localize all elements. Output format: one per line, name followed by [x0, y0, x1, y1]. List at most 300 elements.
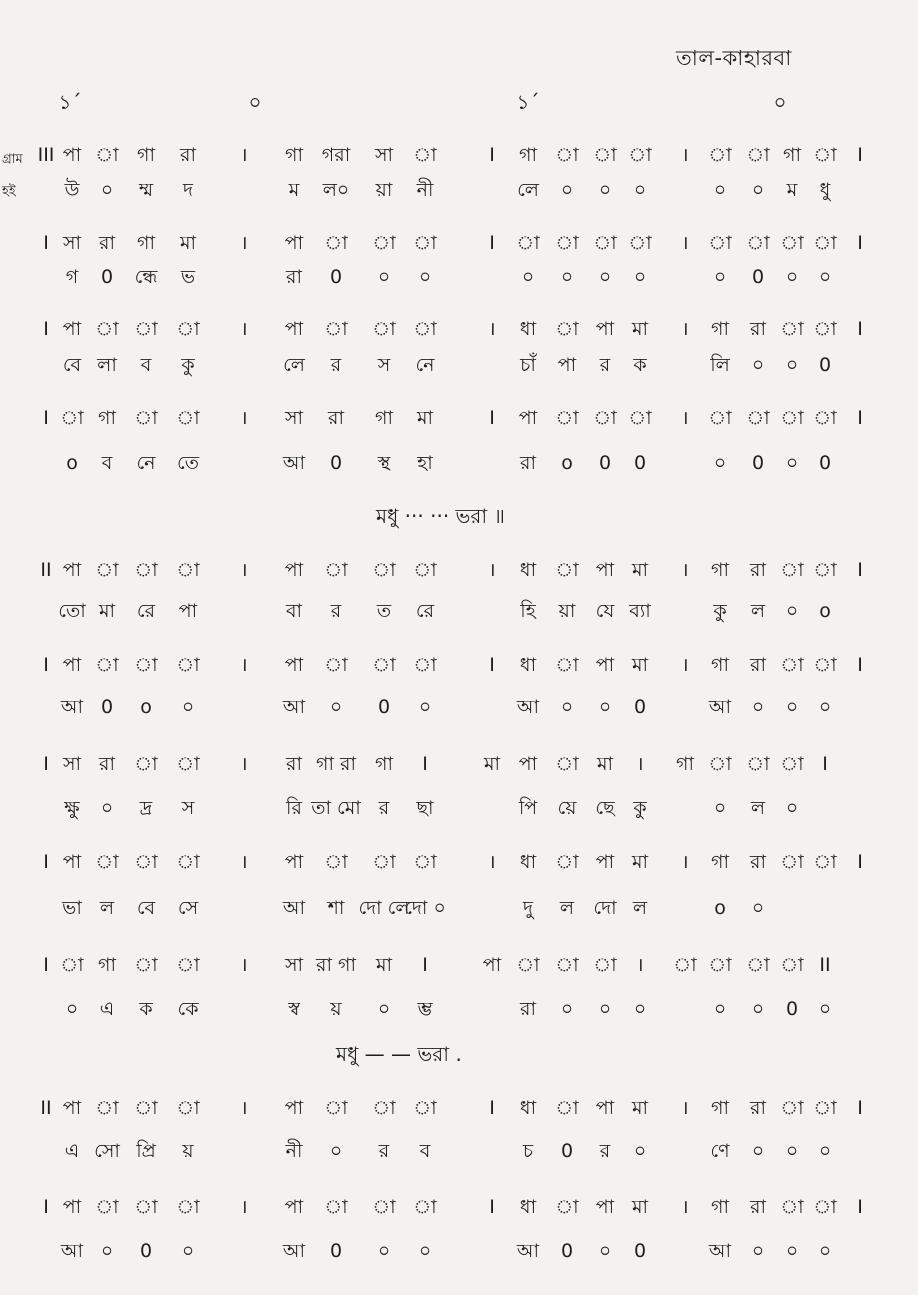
swara-cell: মা — [631, 654, 649, 676]
swara-cell: া — [780, 1196, 804, 1218]
lyric-syllable: ধু — [819, 179, 831, 201]
swara-cell: ধা — [519, 559, 537, 581]
swara-cell: । — [240, 954, 248, 976]
swara-cell: I — [857, 232, 863, 254]
swara-cell: মা — [375, 954, 393, 976]
beat-mark: ০ — [773, 90, 787, 114]
swara-cell: পা — [62, 144, 82, 166]
lyric-syllable: 0 — [329, 1240, 343, 1262]
swara-cell: া — [813, 851, 837, 873]
lyric-row — [0, 175, 918, 209]
lyric-syllable: রে — [415, 600, 435, 622]
swara-cell: সা — [284, 407, 304, 429]
swara-cell: । — [681, 1097, 689, 1119]
lyric-syllable: ০ — [785, 797, 799, 819]
swara-cell: I — [489, 654, 495, 676]
lyric-syllable: মা — [98, 600, 116, 622]
swara-cell: া — [413, 144, 437, 166]
lyric-syllable: সে — [177, 897, 199, 919]
swara-cell: া — [555, 851, 579, 873]
swara-cell: া — [813, 1196, 837, 1218]
swara-cell: I — [857, 1196, 863, 1218]
lyric-syllable: ০ — [418, 266, 432, 288]
swara-cell: া — [324, 1097, 348, 1119]
lyric-syllable: 0 — [329, 266, 343, 288]
lyric-syllable: ০ — [713, 797, 727, 819]
lyric-syllable: রে — [136, 600, 156, 622]
lyric-syllable: নী — [416, 179, 434, 201]
swara-cell: পা — [284, 654, 304, 676]
swara-cell: া — [95, 1097, 119, 1119]
swara-cell: I — [422, 753, 428, 775]
swara-cell: I — [822, 753, 828, 775]
swara-cell: । — [240, 654, 248, 676]
swara-cell: । — [681, 1196, 689, 1218]
swara-cell: া — [176, 407, 200, 429]
beat-marks — [0, 88, 918, 118]
lyric-row — [0, 1236, 918, 1270]
swara-cell: পা — [284, 318, 304, 340]
swara-cell: । — [240, 559, 248, 581]
swara-cell: । — [681, 318, 689, 340]
swara-cell: । — [240, 851, 248, 873]
swara-cell: । — [681, 407, 689, 429]
swara-cell: া — [176, 1097, 200, 1119]
lyric-syllable: শা — [327, 897, 345, 919]
swara-cell: া — [746, 144, 770, 166]
swara-cell: া — [413, 654, 437, 676]
swara-cell: পা — [284, 851, 304, 873]
lyric-syllable: ভ — [180, 266, 196, 288]
swara-cell: I — [489, 1196, 495, 1218]
swara-cell: া — [780, 559, 804, 581]
swara-cell: পা — [595, 559, 615, 581]
swara-cell: I — [857, 407, 863, 429]
swara-cell: রা — [99, 753, 115, 775]
lyric-syllable: ০ — [560, 696, 574, 718]
section-heading: মধু ··· ··· ভরা ॥ — [376, 504, 505, 528]
swara-cell: া — [176, 1196, 200, 1218]
lyric-syllable: এ — [99, 998, 115, 1020]
swara-cell: পা — [62, 654, 82, 676]
lyric-row — [0, 893, 918, 927]
lyric-syllable: আ — [282, 452, 306, 474]
swara-row — [0, 228, 918, 262]
lyric-syllable: ল — [99, 897, 115, 919]
lyric-syllable: ০ — [713, 179, 727, 201]
swara-cell: া — [555, 654, 579, 676]
swara-cell: া — [780, 851, 804, 873]
lyric-syllable: ০ — [818, 1240, 832, 1262]
lyric-syllable: ০ — [377, 1240, 391, 1262]
swara-cell: ধা — [519, 318, 537, 340]
lyric-syllable: 0 — [751, 266, 765, 288]
lyric-syllable: লে — [283, 354, 305, 376]
swara-cell: া — [516, 232, 540, 254]
swara-cell: া — [134, 954, 158, 976]
swara-cell: ধা — [519, 654, 537, 676]
lyric-syllable: 0 — [560, 1140, 574, 1162]
lyric-syllable: ০ — [100, 1240, 114, 1262]
swara-cell: া — [134, 407, 158, 429]
lyric-syllable: ব — [101, 452, 113, 474]
lyric-syllable: ত — [376, 600, 392, 622]
swara-cell: া — [780, 318, 804, 340]
swara-cell: I — [857, 144, 863, 166]
swara-cell: া — [372, 318, 396, 340]
swara-cell: গরা — [321, 144, 351, 166]
lyric-syllable: সো — [94, 1140, 120, 1162]
swara-cell: । — [636, 753, 644, 775]
lyric-syllable: র — [378, 1140, 390, 1162]
lyric-syllable: রি — [286, 797, 302, 819]
swara-cell: I — [43, 318, 49, 340]
swara-cell: া — [95, 144, 119, 166]
lyric-syllable: তা মো — [311, 797, 361, 819]
swara-cell: পা — [595, 318, 615, 340]
lyric-syllable: ০ — [181, 1240, 195, 1262]
swara-cell: া — [780, 407, 804, 429]
swara-cell: I — [489, 407, 495, 429]
lyric-syllable: ০ — [100, 179, 114, 201]
swara-cell: া — [555, 753, 579, 775]
lyric-syllable: 0 — [598, 452, 612, 474]
lyric-syllable: তো — [58, 600, 86, 622]
swara-cell: া — [324, 559, 348, 581]
swara-cell: পা — [284, 1196, 304, 1218]
lyric-syllable: ছে — [595, 797, 615, 819]
swara-cell: মা — [483, 753, 501, 775]
swara-cell: া — [372, 654, 396, 676]
swara-cell: া — [516, 954, 540, 976]
lyric-syllable: ভা — [62, 897, 82, 919]
swara-cell: পা — [284, 232, 304, 254]
lyric-syllable: ০ — [633, 1140, 647, 1162]
swara-row — [0, 555, 918, 589]
lyric-syllable: স — [377, 354, 391, 376]
swara-cell: া — [176, 559, 200, 581]
swara-cell: া — [324, 318, 348, 340]
swara-cell: গা — [375, 753, 393, 775]
swara-cell: ধা — [519, 1097, 537, 1119]
lyric-row — [0, 350, 918, 384]
lyric-syllable: কু — [713, 600, 727, 622]
swara-cell: া — [813, 318, 837, 340]
lyric-syllable: কু — [633, 797, 647, 819]
lyric-syllable: ০ — [751, 998, 765, 1020]
lyric-row — [0, 994, 918, 1028]
lyric-syllable: ণে — [710, 1140, 730, 1162]
swara-cell: া — [813, 559, 837, 581]
lyric-syllable: নী — [285, 1140, 303, 1162]
swara-cell: া — [134, 851, 158, 873]
lyric-syllable: ০ — [785, 1140, 799, 1162]
lyric-syllable: পা — [178, 600, 198, 622]
swara-cell: া — [593, 144, 617, 166]
swara-cell: । — [488, 559, 496, 581]
swara-cell: া — [813, 144, 837, 166]
lyric-syllable: ব — [419, 1140, 431, 1162]
lyric-syllable: 0 — [377, 696, 391, 718]
swara-cell: মা — [631, 1097, 649, 1119]
swara-cell: রা — [286, 753, 302, 775]
swara-cell: I — [43, 954, 49, 976]
lyric-syllable: আ — [282, 696, 306, 718]
swara-cell: I — [857, 1097, 863, 1119]
swara-cell: া — [134, 559, 158, 581]
swara-cell: া — [134, 753, 158, 775]
lyric-row — [0, 262, 918, 296]
swara-cell: া — [413, 318, 437, 340]
swara-cell: I — [43, 851, 49, 873]
lyric-syllable: 0 — [818, 354, 832, 376]
lyric-syllable: ল — [750, 797, 766, 819]
swara-cell: রা — [750, 559, 766, 581]
swara-cell: া — [593, 407, 617, 429]
lyric-syllable: চ — [522, 1140, 534, 1162]
swara-cell: া — [746, 407, 770, 429]
swara-row — [0, 140, 918, 174]
swara-cell: া — [176, 851, 200, 873]
swara-cell: া — [593, 954, 617, 976]
lyric-syllable: ০ — [598, 696, 612, 718]
swara-cell: া — [813, 654, 837, 676]
lyric-syllable: দো ০ — [404, 897, 446, 919]
lyric-syllable: ক্ষু — [64, 797, 80, 819]
swara-row — [0, 950, 918, 984]
lyric-syllable: ০ — [751, 1140, 765, 1162]
swara-cell: সা — [284, 954, 304, 976]
lyric-syllable: ০ — [785, 696, 799, 718]
lyric-syllable: য়া — [558, 600, 576, 622]
lyric-syllable: পা — [557, 354, 577, 376]
lyric-syllable: ০ — [329, 1140, 343, 1162]
lyric-syllable: ক — [139, 998, 153, 1020]
lyric-syllable: 0 — [818, 452, 832, 474]
lyric-syllable: ০ — [818, 696, 832, 718]
swara-cell: া — [555, 407, 579, 429]
swara-cell: পা — [62, 559, 82, 581]
swara-cell: া — [372, 232, 396, 254]
swara-cell: া — [372, 559, 396, 581]
lyric-syllable: ০ — [560, 179, 574, 201]
lyric-syllable: কু — [181, 354, 195, 376]
swara-cell: I — [857, 318, 863, 340]
swara-cell: পা — [595, 1097, 615, 1119]
swara-row — [0, 314, 918, 348]
lyric-syllable: আ — [282, 897, 306, 919]
swara-cell: সা — [62, 232, 82, 254]
lyric-syllable: রা — [286, 266, 302, 288]
side-note: হই — [2, 184, 16, 199]
swara-cell: পা — [595, 1196, 615, 1218]
swara-cell: I — [43, 753, 49, 775]
lyric-syllable: ০ — [713, 998, 727, 1020]
lyric-syllable: ০ — [560, 998, 574, 1020]
swara-cell: া — [176, 954, 200, 976]
swara-cell: া — [134, 1097, 158, 1119]
swara-row — [0, 650, 918, 684]
swara-cell: I — [489, 144, 495, 166]
swara-cell: পা — [595, 851, 615, 873]
swara-cell: I — [489, 1097, 495, 1119]
lyric-syllable: ছা — [416, 797, 434, 819]
swara-cell: া — [176, 753, 200, 775]
lyric-syllable: স — [181, 797, 195, 819]
swara-cell: া — [413, 1196, 437, 1218]
swara-cell: গা — [783, 144, 801, 166]
swara-cell: গা — [711, 559, 729, 581]
swara-cell: া — [372, 851, 396, 873]
swara-cell: গা — [711, 1196, 729, 1218]
lyric-syllable: র — [330, 600, 342, 622]
lyric-syllable: দো — [593, 897, 617, 919]
swara-cell: া — [555, 144, 579, 166]
lyric-syllable: o — [714, 897, 726, 919]
swara-cell: I — [43, 654, 49, 676]
lyric-syllable: ০ — [65, 998, 79, 1020]
swara-cell: পা — [595, 654, 615, 676]
lyric-syllable: আ — [708, 696, 732, 718]
swara-cell: । — [240, 232, 248, 254]
swara-cell: া — [413, 232, 437, 254]
swara-cell: পা — [482, 954, 502, 976]
swara-cell: া — [372, 1097, 396, 1119]
lyric-syllable: দু — [523, 897, 533, 919]
swara-cell: রা — [750, 1097, 766, 1119]
lyric-syllable: ০ — [418, 1240, 432, 1262]
lyric-syllable: ০ — [785, 452, 799, 474]
lyric-syllable: ল০ — [322, 179, 350, 201]
lyric-syllable: o — [561, 452, 573, 474]
swara-cell: I — [857, 559, 863, 581]
swara-cell: I — [422, 954, 428, 976]
lyric-row — [0, 1136, 918, 1170]
lyric-syllable: ০ — [100, 797, 114, 819]
swara-row — [0, 1093, 918, 1127]
lyric-syllable: বে — [62, 354, 82, 376]
lyric-syllable: হি — [520, 600, 536, 622]
swara-cell: গা — [676, 753, 694, 775]
swara-cell: া — [708, 954, 732, 976]
lyric-syllable: 0 — [100, 266, 114, 288]
swara-cell: পা — [62, 318, 82, 340]
lyric-syllable: পি — [518, 797, 538, 819]
lyric-syllable: ০ — [751, 354, 765, 376]
swara-cell: । — [681, 851, 689, 873]
lyric-syllable: য়ে — [557, 797, 577, 819]
swara-row — [0, 749, 918, 783]
section-heading: মধু — — ভরা . — [336, 1042, 462, 1066]
swara-cell: া — [746, 753, 770, 775]
swara-cell: া — [746, 232, 770, 254]
lyric-syllable: ০ — [751, 897, 765, 919]
swara-cell: গা — [711, 1097, 729, 1119]
lyric-syllable: ল — [750, 600, 766, 622]
swara-cell: II — [819, 954, 831, 976]
lyric-syllable: এ — [64, 1140, 80, 1162]
swara-cell: গা — [285, 144, 303, 166]
swara-cell: া — [95, 559, 119, 581]
swara-cell: া — [628, 232, 652, 254]
lyric-syllable: লি — [710, 354, 730, 376]
lyric-syllable: প্রি — [136, 1140, 156, 1162]
lyric-syllable: 0 — [785, 998, 799, 1020]
lyric-syllable: ০ — [181, 696, 195, 718]
lyric-syllable: ০ — [377, 998, 391, 1020]
swara-cell: া — [555, 318, 579, 340]
lyric-syllable: বা — [285, 600, 303, 622]
lyric-syllable: ০ — [785, 266, 799, 288]
swara-cell: । — [240, 1196, 248, 1218]
beat-mark: ০ — [248, 90, 262, 114]
lyric-syllable: ০ — [418, 696, 432, 718]
swara-cell: মা — [596, 753, 614, 775]
lyric-syllable: আ — [60, 1240, 84, 1262]
swara-cell: । — [681, 559, 689, 581]
lyric-syllable: ক — [633, 354, 647, 376]
swara-cell: গা — [711, 654, 729, 676]
lyric-syllable: তে — [177, 452, 199, 474]
swara-row — [0, 847, 918, 881]
lyric-syllable: ব্যা — [629, 600, 651, 622]
swara-cell: মা — [631, 851, 649, 873]
lyric-syllable: উ — [64, 179, 80, 201]
swara-cell: া — [555, 232, 579, 254]
swara-cell: া — [628, 144, 652, 166]
beat-mark: ১´ — [516, 90, 540, 114]
swara-cell: া — [95, 1196, 119, 1218]
swara-cell: ধা — [519, 851, 537, 873]
swara-cell: রা — [328, 407, 344, 429]
lyric-syllable: ০ — [818, 1140, 832, 1162]
lyric-syllable: লা — [97, 354, 117, 376]
swara-cell: া — [95, 318, 119, 340]
swara-cell: া — [746, 954, 770, 976]
swara-cell: া — [324, 1196, 348, 1218]
lyric-row — [0, 448, 918, 482]
lyric-syllable: 0 — [139, 1240, 153, 1262]
swara-cell: া — [134, 318, 158, 340]
swara-cell: মা — [631, 1196, 649, 1218]
lyric-syllable: নে — [136, 452, 156, 474]
swara-cell: গা — [519, 144, 537, 166]
swara-cell: রা — [180, 144, 196, 166]
swara-cell: II — [40, 559, 52, 581]
swara-cell: া — [708, 144, 732, 166]
lyric-syllable: ০ — [598, 998, 612, 1020]
swara-cell: া — [780, 232, 804, 254]
swara-cell: া — [60, 407, 84, 429]
swara-cell: । — [681, 232, 689, 254]
lyric-syllable: ০ — [751, 1240, 765, 1262]
swara-cell: । — [488, 318, 496, 340]
lyric-syllable: ০ — [633, 179, 647, 201]
swara-cell: I — [43, 1196, 49, 1218]
lyric-syllable: রা — [520, 998, 536, 1020]
swara-cell: পা — [518, 753, 538, 775]
swara-cell: ধা — [519, 1196, 537, 1218]
lyric-syllable: ল — [559, 897, 575, 919]
swara-cell: গা — [375, 407, 393, 429]
lyric-syllable: রা — [520, 452, 536, 474]
lyric-syllable: র — [330, 354, 342, 376]
swara-cell: সা — [62, 753, 82, 775]
swara-cell: া — [555, 1196, 579, 1218]
lyric-syllable: ০ — [818, 998, 832, 1020]
swara-cell: া — [593, 232, 617, 254]
swara-cell: । — [240, 318, 248, 340]
